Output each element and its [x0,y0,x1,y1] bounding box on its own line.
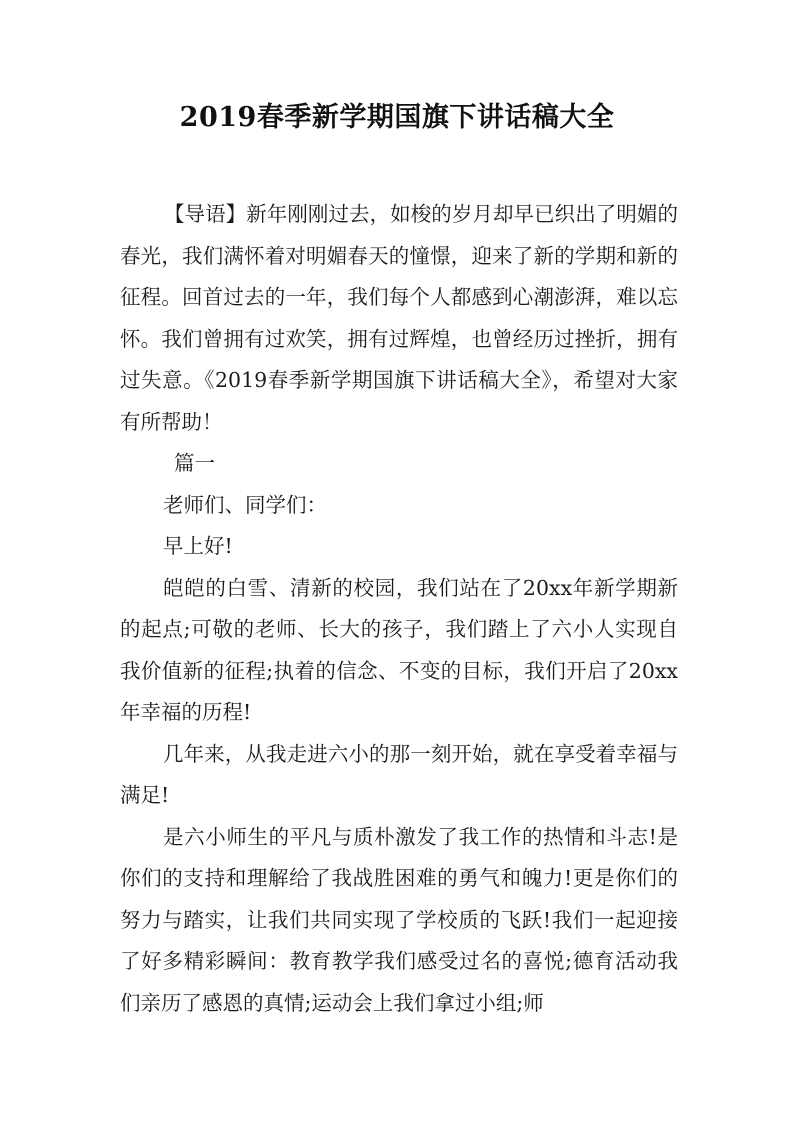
section-heading: 篇一 [174,451,215,475]
intro-paragraph: 【导语】新年刚刚过去，如梭的岁月却早已织出了明媚的春光，我们满怀着对明媚春天的憧憬，迎来了新的学期和新的征程。回首过去的一年，我们每个人都感到心潮澎湃，难以忘怀。我们曾拥有过欢笑，拥有过辉煌，也曾经历过挫折，拥有过失意。《2019春季新学期国旗下讲话稿大全》，希望对大家有所帮助！ [120,202,678,434]
document-title: 2019春季新学期国旗下讲话稿大全 [179,102,615,133]
document-body [120,194,678,1024]
body-paragraph: 几年来，从我走进六小的那一刻开始，就在享受着幸福与满足! [120,741,678,807]
body-paragraph: 皑皑的白雪、清新的校园，我们站在了20xx年新学期新的起点;可敬的老师、长大的孩子，我们踏上了六小人实现自我价值新的征程;执着的信念、不变的目标，我们开启了20xx年幸福的历程! [120,575,678,724]
greeting: 早上好! [163,534,233,558]
salutation: 老师们、同学们： [163,492,327,517]
body-paragraph: 是六小师生的平凡与质朴激发了我工作的热情和斗志!是你们的支持和理解给了我战胜困难的勇气和魄力!更是你们的努力与踏实，让我们共同实现了学校质的飞跃!我们一起迎接了好多精彩瞬间：教育教学我们感受过名的喜悦;德育活动我们亲历了感恩的真情;运动会上我们拿过小组;师 [120,824,678,1015]
